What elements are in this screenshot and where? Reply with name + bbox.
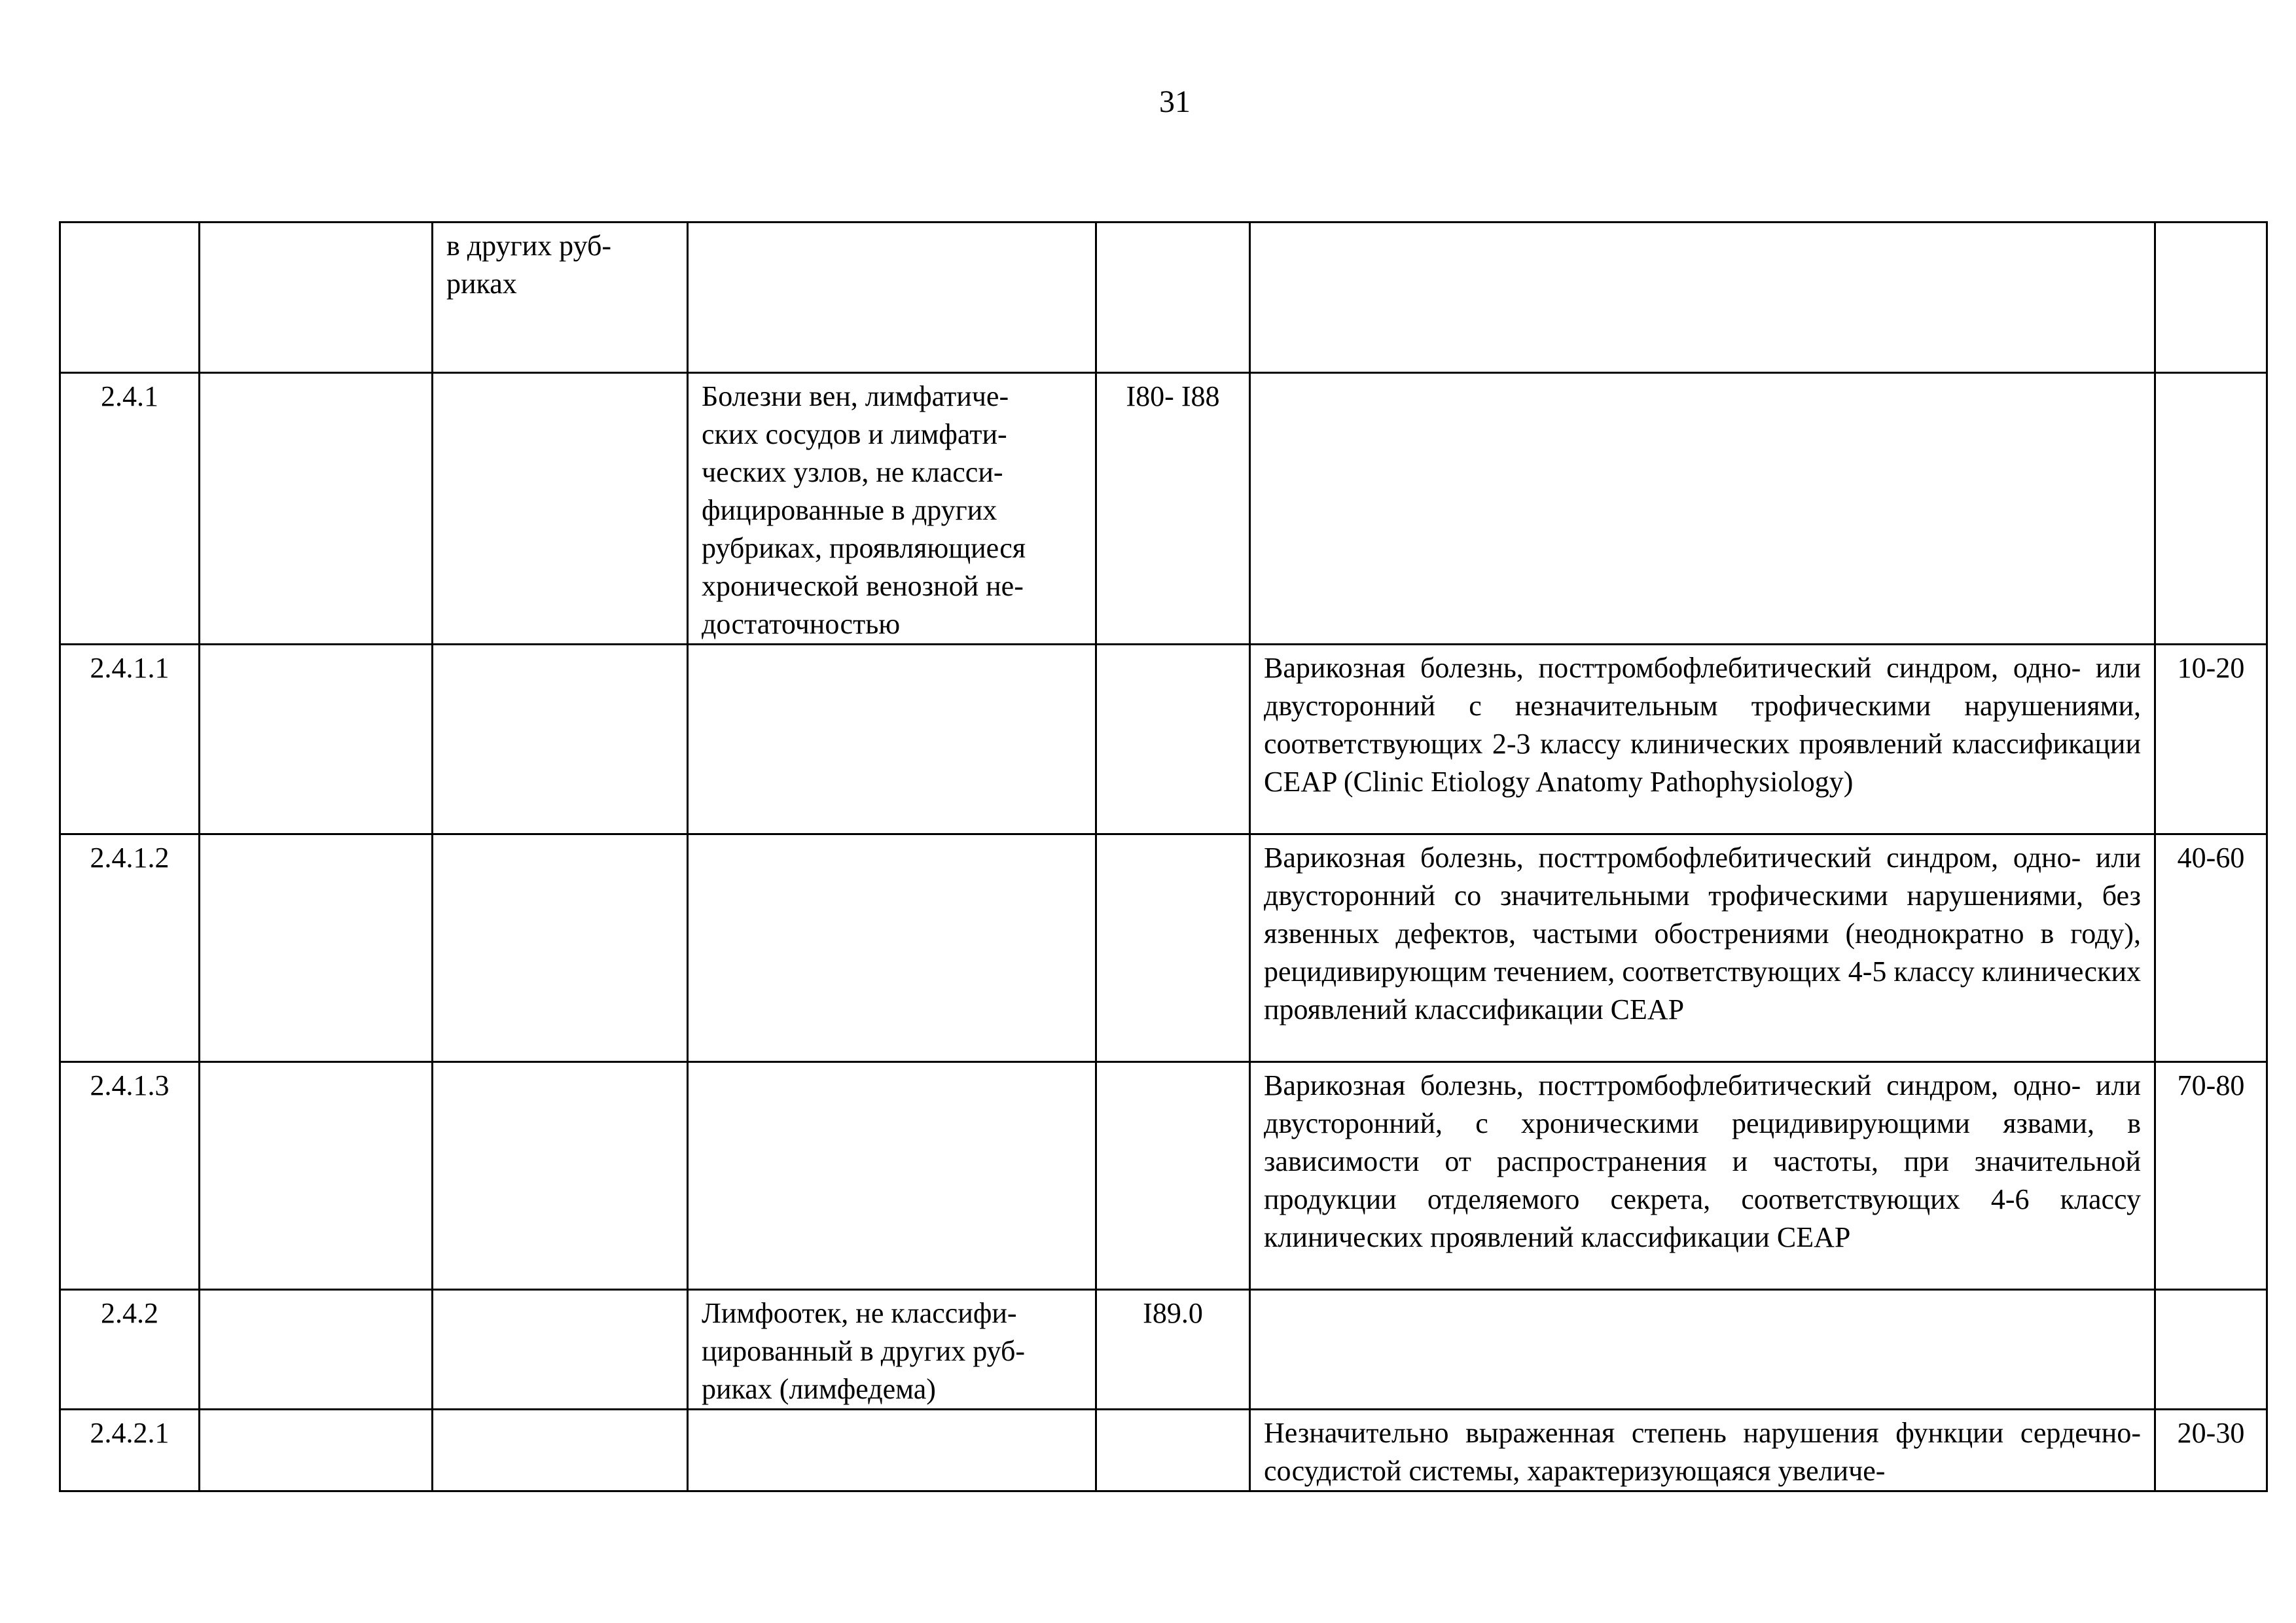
empty-column-cell bbox=[200, 1062, 433, 1290]
table-row bbox=[60, 373, 2267, 645]
icd-code-cell bbox=[1096, 223, 1250, 373]
empty-column-cell bbox=[200, 645, 433, 834]
disability-criteria-table bbox=[59, 221, 2268, 1492]
percent-cell bbox=[2155, 223, 2267, 373]
description-cell: Незначительно выраженная степень нарушения функции сердечно-сосудистой системы, характеризующаяся увеличе- bbox=[1250, 1410, 2155, 1491]
table-row bbox=[60, 1062, 2267, 1290]
row-code-cell: 2.4.1.3 bbox=[60, 1062, 200, 1290]
disease-name-cell bbox=[688, 223, 1096, 373]
subgroup-cell bbox=[433, 1410, 688, 1491]
description-cell bbox=[1250, 223, 2155, 373]
icd-code-cell bbox=[1096, 1062, 1250, 1290]
disease-name-cell bbox=[688, 645, 1096, 834]
percent-cell: 10-20 bbox=[2155, 645, 2267, 834]
empty-column-cell bbox=[200, 834, 433, 1062]
table-row bbox=[60, 645, 2267, 834]
description-cell bbox=[1250, 373, 2155, 645]
description-cell: Варикозная болезнь, посттромбофлебитический синдром, одно- или двусторонний, с хроническими рецидивирующими язвами, в зависимости от распространения и частоты, при значительной продукции отделяемого секрета, соответствующих 4-6 классу клинических проявлений классификации CEAP bbox=[1250, 1062, 2155, 1290]
empty-column-cell bbox=[200, 1290, 433, 1410]
icd-code-cell bbox=[1096, 1410, 1250, 1491]
subgroup-cell bbox=[433, 834, 688, 1062]
row-code-cell bbox=[60, 223, 200, 373]
description-cell: Варикозная болезнь, посттромбофлебитический синдром, одно- или двусторонний со значительными трофическими нарушениями, без язвенных дефектов, частыми обострениями (неоднократно в году), рецидивирующим течением, соответствующих 4-5 классу клинических проявлений классификации CEAP bbox=[1250, 834, 2155, 1062]
disease-name-cell bbox=[688, 1410, 1096, 1491]
subgroup-cell bbox=[433, 645, 688, 834]
percent-cell: 20-30 bbox=[2155, 1410, 2267, 1491]
percent-cell: 70-80 bbox=[2155, 1062, 2267, 1290]
subgroup-cell bbox=[433, 373, 688, 645]
subgroup-cell bbox=[433, 1290, 688, 1410]
row-code-cell: 2.4.2 bbox=[60, 1290, 200, 1410]
icd-code-cell: I80- I88 bbox=[1096, 373, 1250, 645]
description-cell: Варикозная болезнь, посттромбофлебитический синдром, одно- или двусторонний с незначительным трофическими нарушениями, соответствующих 2-3 классу клинических проявлений классификации CEAP (Clinic Etiology Anatomy Pathophysiology) bbox=[1250, 645, 2155, 834]
table-row bbox=[60, 1290, 2267, 1410]
icd-code-cell: I89.0 bbox=[1096, 1290, 1250, 1410]
table-row bbox=[60, 223, 2267, 373]
row-code-cell: 2.4.1.2 bbox=[60, 834, 200, 1062]
percent-cell bbox=[2155, 1290, 2267, 1410]
disease-name-cell: Болезни вен, лимфатиче- ских сосудов и лимфати- ческих узлов, не класси- фицированные в других рубриках, проявляющиеся хронической венозной не- достаточностью bbox=[688, 373, 1096, 645]
percent-cell: 40-60 bbox=[2155, 834, 2267, 1062]
subgroup-cell: в других руб- риках bbox=[433, 223, 688, 373]
page-number: 31 bbox=[1159, 84, 1191, 119]
subgroup-cell bbox=[433, 1062, 688, 1290]
percent-cell bbox=[2155, 373, 2267, 645]
disease-name-cell bbox=[688, 1062, 1096, 1290]
empty-column-cell bbox=[200, 223, 433, 373]
icd-code-cell bbox=[1096, 645, 1250, 834]
disease-name-cell bbox=[688, 834, 1096, 1062]
disease-name-cell: Лимфоотек, не классифи- цированный в других руб- риках (лимфедема) bbox=[688, 1290, 1096, 1410]
icd-code-cell bbox=[1096, 834, 1250, 1062]
row-code-cell: 2.4.1 bbox=[60, 373, 200, 645]
row-code-cell: 2.4.1.1 bbox=[60, 645, 200, 834]
row-code-cell: 2.4.2.1 bbox=[60, 1410, 200, 1491]
description-cell bbox=[1250, 1290, 2155, 1410]
empty-column-cell bbox=[200, 1410, 433, 1491]
table-row bbox=[60, 1410, 2267, 1491]
empty-column-cell bbox=[200, 373, 433, 645]
table-row bbox=[60, 834, 2267, 1062]
